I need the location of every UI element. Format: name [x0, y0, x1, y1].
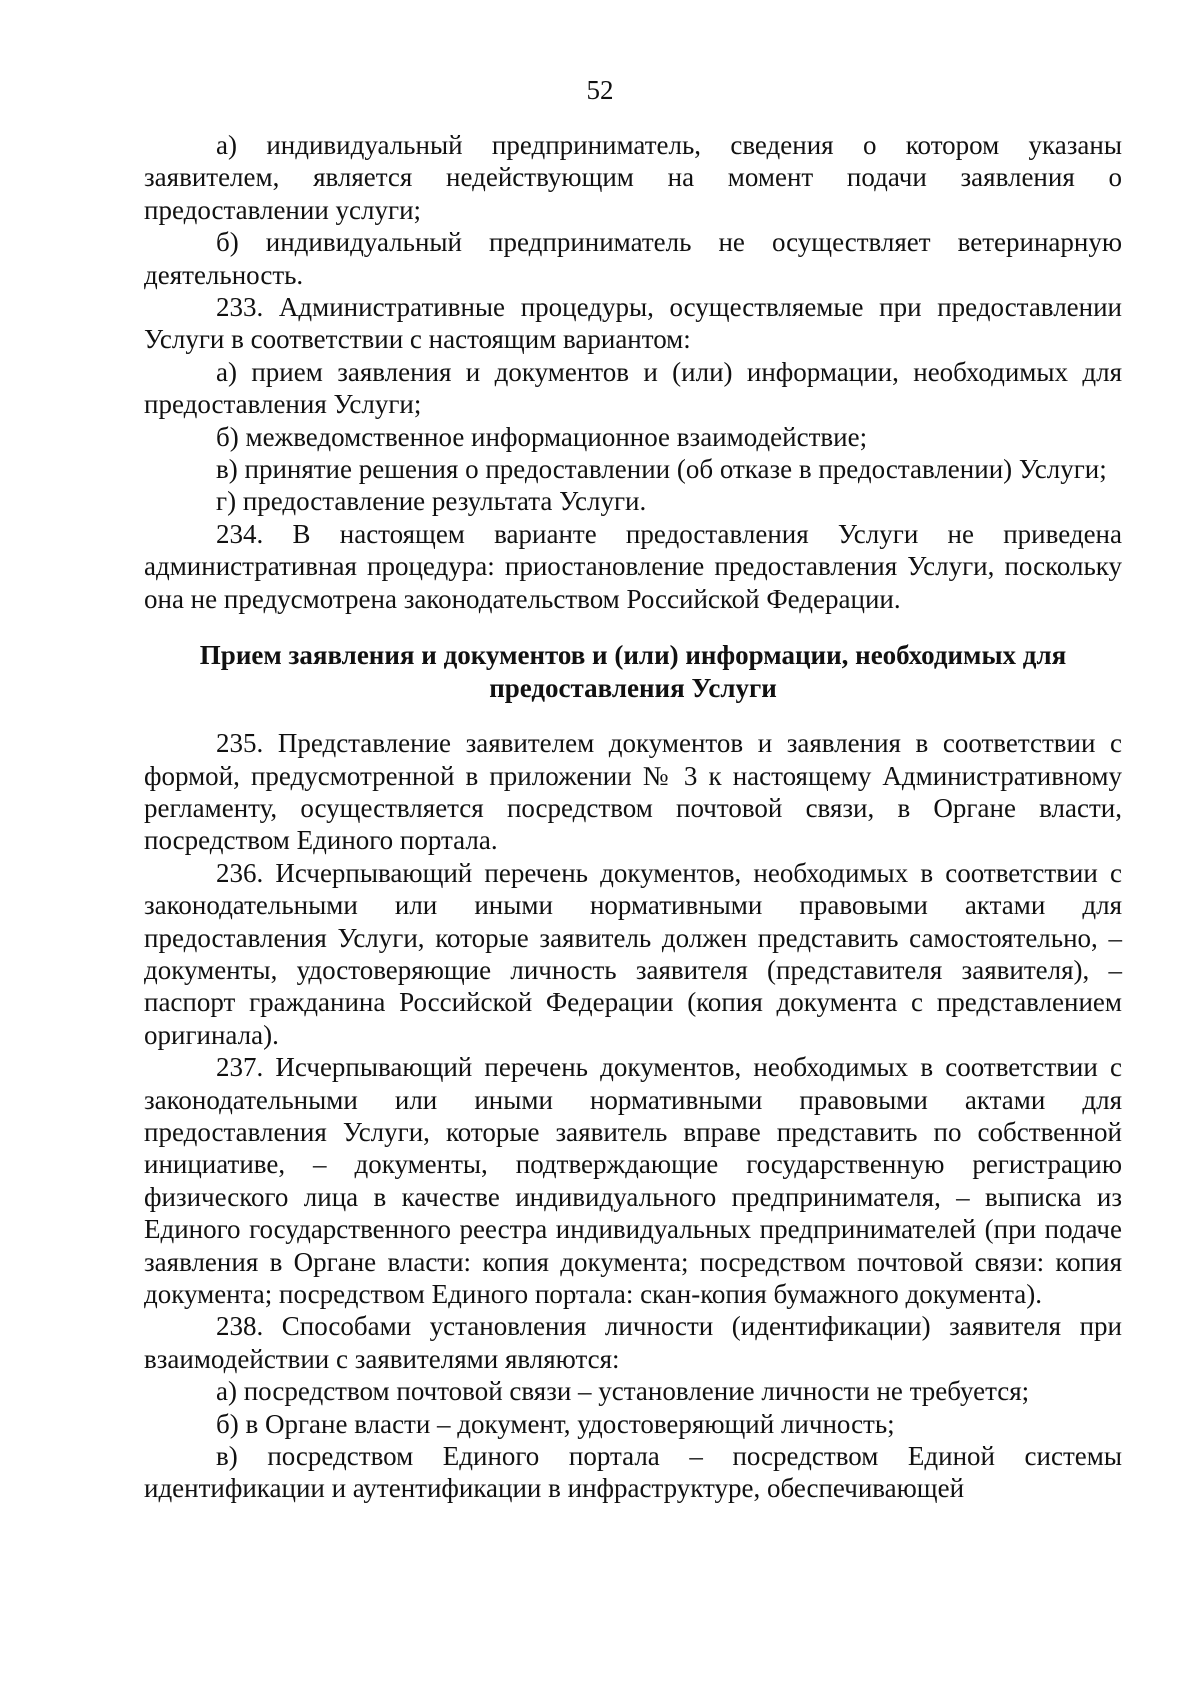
paragraph: 233. Административные процедуры, осуществляемые при предоставлении Услуги в соответствии с настоящим вариантом:	[144, 292, 1122, 355]
paragraph: б) индивидуальный предприниматель не осуществляет ветеринарную деятельность.	[144, 227, 1122, 290]
paragraph: в) принятие решения о предоставлении (об отказе в предоставлении) Услуги;	[216, 454, 1107, 485]
paragraph: а) прием заявления и документов и (или) информации, необходимых для предоставления Услуги;	[144, 356, 1122, 420]
section-heading-line-1: Прием заявления и документов и (или) информации, необходимых для	[199, 640, 1067, 671]
paragraph: а) посредством почтовой связи – установление личности не требуется;	[216, 1376, 1030, 1407]
paragraph-last: в) посредством Единого портала – посредством Единой системы идентификации и аутентификации в инфраструктуре, обеспечивающей	[144, 1441, 1122, 1504]
paragraph: 235. Представление заявителем документов и заявления в соответствии с формой, предусмотренной в приложении № 3 к настоящему Административному регламенту, осуществляется посредством почтовой связи, в Органе власти, посредством Единого портала.	[144, 728, 1122, 856]
paragraph: 236. Исчерпывающий перечень документов, необходимых в соответствии с законодательными или иными нормативными правовыми актами для предоставления Услуги, которые заявитель должен представить самостоятельно, – документы, удостоверяющие личность заявителя (представителя заявителя), – паспорт гражданина Российской Федерации (копия документа с представлением оригинала).	[144, 857, 1122, 1050]
paragraph: г) предоставление результата Услуги.	[216, 486, 647, 517]
paragraph: 234. В настоящем варианте предоставления Услуги не приведена административная процедура: приостановление предоставления Услуги, поскольку она не предусмотрена законодательством Российской Федерации.	[144, 518, 1122, 614]
paragraph: 238. Способами установления личности (идентификации) заявителя при взаимодействии с заявителями являются:	[144, 1311, 1122, 1374]
section-heading-line-2: предоставления Услуги	[489, 673, 777, 704]
document-body	[144, 129, 1122, 1505]
paragraph: б) межведомственное информационное взаимодействие;	[216, 421, 868, 452]
paragraph: а) индивидуальный предприниматель, сведения о котором указаны заявителем, является недействующим на момент подачи заявления о предоставлении услуги;	[144, 130, 1122, 225]
paragraph: б) в Органе власти – документ, удостоверяющий личность;	[216, 1408, 895, 1439]
page-number: 52	[586, 75, 614, 105]
section-heading	[144, 639, 1122, 705]
paragraph: 237. Исчерпывающий перечень документов, необходимых в соответствии с законодательными или иными нормативными правовыми актами для предоставления Услуги, которые заявитель вправе представить по собственной инициативе, – документы, подтверждающие государственную регистрацию физического лица в качестве индивидуального предпринимателя, – выписка из Единого государственного реестра индивидуальных предпринимателей (при подаче заявления в Органе власти: копия документа; посредством почтовой связи: копия документа; посредством Единого портала: скан-копия бумажного документа).	[144, 1052, 1122, 1309]
